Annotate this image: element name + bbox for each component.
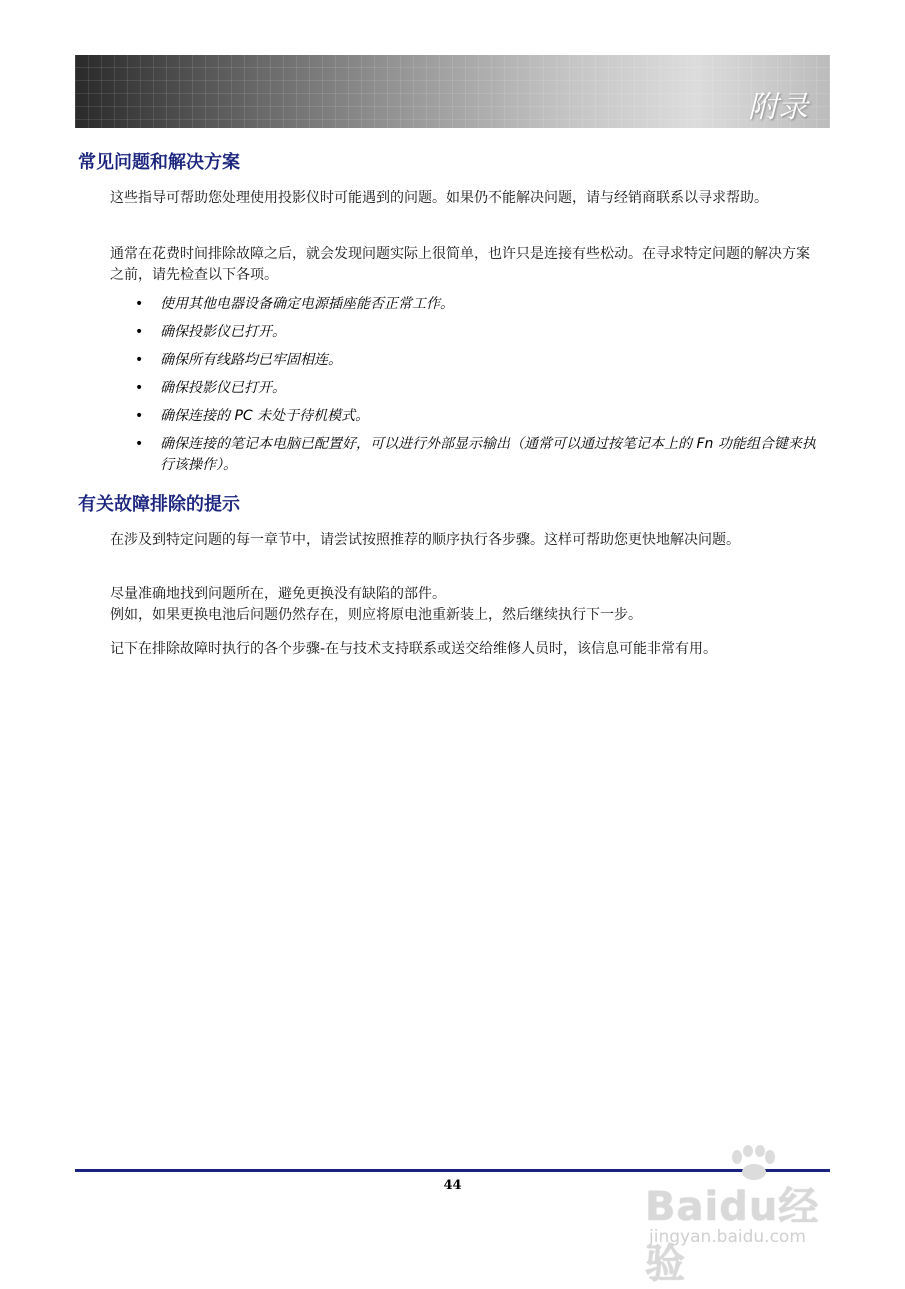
section-heading-faq: 常见问题和解决方案 — [78, 152, 240, 173]
bullet-icon: • — [135, 380, 144, 396]
watermark-url: jingyan.baidu.com — [649, 1227, 806, 1247]
tips-paragraph: 在涉及到特定问题的每一章节中，请尝试按照推荐的顺序执行各步骤。这样可帮助您更快地解决问题。 — [110, 532, 740, 548]
tips-paragraph-record: 记下在排除故障时执行的各个步骤-在与技术支持联系或送交给维修人员时，该信息可能非常有用。 — [110, 641, 718, 657]
bullet-icon: • — [135, 296, 144, 312]
bullet-icon: • — [135, 324, 144, 340]
check-paragraph: 通常在花费时间排除故障之后，就会发现问题实际上很简单，也许只是连接有些松动。在寻求特定问题的解决方案之前，请先检查以下各项。 — [110, 246, 810, 283]
header-banner — [75, 55, 830, 128]
bullet-icon: • — [135, 352, 144, 368]
tips-paragraph-locate: 尽量准确地找到问题所在，避免更换没有缺陷的部件。 — [110, 586, 446, 602]
bullet-icon: • — [135, 408, 144, 424]
list-item-text: 确保投影仪已打开。 — [160, 324, 286, 340]
chapter-title: 附录 — [748, 90, 808, 125]
list-item — [110, 294, 825, 315]
list-item-text: 确保连接的 PC 未处于待机模式。 — [160, 408, 370, 424]
bullet-icon: • — [135, 436, 144, 452]
list-item — [110, 322, 825, 343]
list-item-text: 使用其他电器设备确定电源插座能否正常工作。 — [160, 296, 454, 312]
list-item — [110, 406, 825, 427]
checklist — [110, 294, 825, 483]
list-item-text: 确保连接的笔记本电脑已配置好，可以进行外部显示输出（通常可以通过按笔记本上的 Fn 功能组合键来执行该操作）。 — [160, 436, 816, 473]
list-item-text: 确保投影仪已打开。 — [160, 380, 286, 396]
tips-paragraph-example: 例如，如果更换电池后问题仍然存在，则应将原电池重新装上，然后继续执行下一步。 — [110, 607, 642, 623]
baidu-watermark — [645, 1145, 860, 1287]
list-item-text: 确保所有线路均已牢固相连。 — [160, 352, 342, 368]
watermark-logo: Baidu经验 — [645, 1184, 820, 1287]
list-item — [110, 378, 825, 399]
list-item — [110, 434, 825, 476]
page-number: 44 — [443, 1178, 462, 1193]
section-heading-tips: 有关故障排除的提示 — [78, 494, 240, 515]
list-item — [110, 350, 825, 371]
intro-paragraph: 这些指导可帮助您处理使用投影仪时可能遇到的问题。如果仍不能解决问题，请与经销商联系以寻求帮助。 — [110, 190, 768, 206]
